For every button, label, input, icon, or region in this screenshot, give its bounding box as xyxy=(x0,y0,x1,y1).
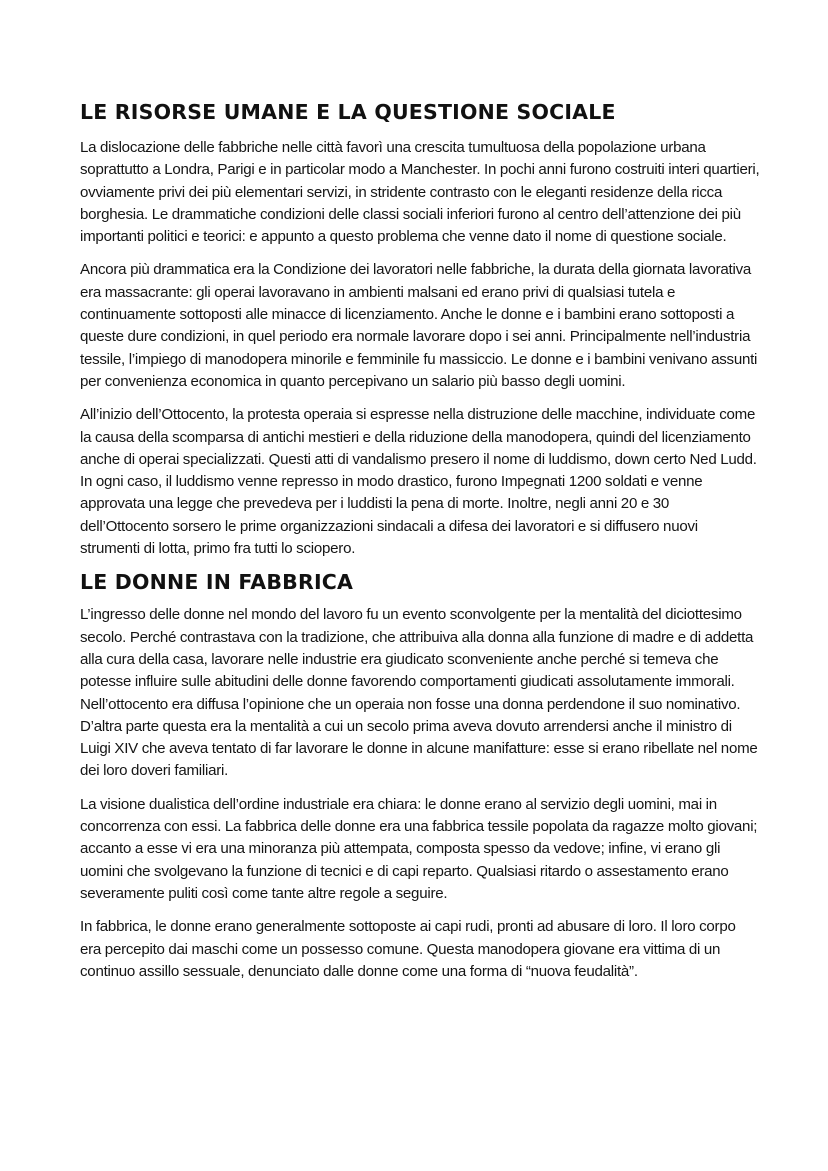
section-heading: LE RISORSE UMANE E LA QUESTIONE SOCIALE xyxy=(80,100,616,124)
paragraph: In fabbrica, le donne erano generalmente sottoposte ai capi rudi, pronti ad abusare di loro. Il loro corpo era percepito dai maschi come un possesso comune. Questa manodopera giovane era vittima di un continuo assillo sessuale, denunciato dalle donne come una forma di “nuova feudalità”. xyxy=(80,918,736,980)
paragraph: L’ingresso delle donne nel mondo del lavoro fu un evento sconvolgente per la mentalità del diciottesimo secolo. Perché contrastava con la tradizione, che attribuiva alla donna alla funzione di madre e di addetta alla cura della casa, lavorare nelle industrie era giudicato sconveniente anche perché si temeva che potesse influire sulle abitudini delle donne favorendo comportamenti giudicati assolutamente immorali. Nell’ottocento era diffusa l’opinione che un operaia non fosse una donna perdendone il suo nominativo. D’altra parte questa era la mentalità a cui un secolo prima aveva dovuto arrendersi anche il ministro di Luigi XIV che aveva tentato di far lavorare le donne in alcune manifatture: esse si erano ribellate nel nome dei loro doveri familiari. xyxy=(80,606,758,780)
paragraph: La visione dualistica dell’ordine industriale era chiara: le donne erano al servizio degli uomini, mai in concorrenza con essi. La fabbrica delle donne era una fabbrica tessile popolata da ragazze molto giovani; accanto a esse vi era una minoranza più attempata, composta spesso da vedove; infine, vi erano gli uomini che svolgevano la funzione di tecnici e di capi reparto. Qualsiasi ritardo o assestamento erano severamente puliti così come tante altre regole a seguire. xyxy=(80,795,758,902)
paragraph: Ancora più drammatica era la Condizione dei lavoratori nelle fabbriche, la durata della giornata lavorativa era massacrante: gli operai lavoravano in ambienti malsani ed erano privi di qualsiasi tutela e continuamente sottoposti alle minacce di licenziamento. Anche le donne e i bambini erano sottoposti a queste dure condizioni, in quel periodo era normale lavorare dopo i sei anni. Principalmente nell’industria tessile, l’impiego di manodopera minorile e femminile fu massiccio. Le donne e i bambini venivano assunti per convenienza economica in quanto percepivano un salario più basso degli uomini. xyxy=(80,261,758,390)
paragraph: All’inizio dell’Ottocento, la protesta operaia si espresse nella distruzione delle macchine, individuate come la causa della scomparsa di antichi mestieri e della riduzione della manodopera, quindi del licenziamento anche di operai specializzati. Questi atti di vandalismo presero il nome di luddismo, down certo Ned Ludd. In ogni caso, il luddismo venne represso in modo drastico, furono Impegnati 1200 soldati e venne approvata una legge che prevedeva per i luddisti la pena di morte. Inoltre, negli anni 20 e 30 dell’Ottocento sorsero le prime organizzazioni sindacali a difesa dei lavoratori e si diffusero nuovi strumenti di lotta, primo fra tutti lo sciopero. xyxy=(80,406,757,558)
document-page xyxy=(80,98,760,983)
paragraph: La dislocazione delle fabbriche nelle città favorì una crescita tumultuosa della popolazione urbana soprattutto a Londra, Parigi e in particolar modo a Manchester. In pochi anni furono costruiti interi quartieri, ovviamente privi dei più elementari servizi, in stridente contrasto con le eleganti residenze della ricca borghesia. Le drammatiche condizioni delle classi sociali inferiori furono al centro dell’attenzione dei più importanti politici e teorici: e appunto a questo problema che venne dato il nome di questione sociale. xyxy=(80,139,760,246)
section-risorse-umane xyxy=(80,98,760,560)
section-heading: LE DONNE IN FABBRICA xyxy=(80,570,354,595)
section-donne-in-fabbrica xyxy=(80,568,760,983)
